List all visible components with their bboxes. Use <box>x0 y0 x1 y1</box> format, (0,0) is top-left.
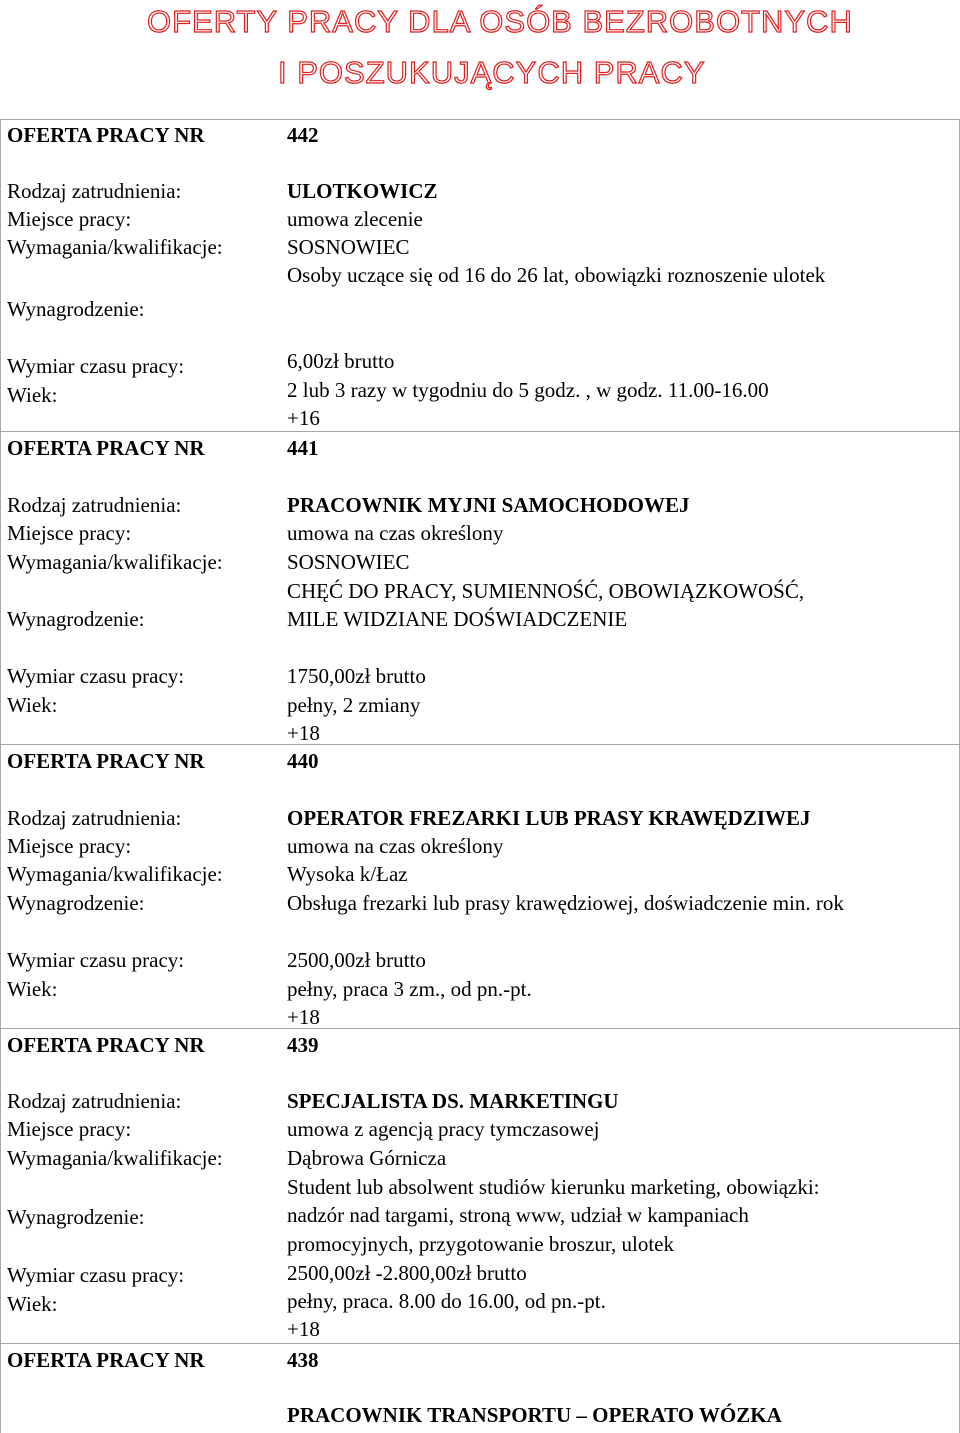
employment-type-value: umowa zlecenie <box>287 207 423 231</box>
employment-type-label: Rodzaj zatrudnienia: <box>7 493 182 517</box>
working-time-label: Wymiar czasu pracy: <box>7 948 185 972</box>
workplace-label: Miejsce pracy: <box>7 207 132 231</box>
workplace-label: Miejsce pracy: <box>7 521 132 545</box>
age-value: +16 <box>287 406 320 430</box>
working-time-label: Wymiar czasu pracy: <box>7 664 185 688</box>
working-time-value: pełny, praca. 8.00 do 16.00, od pn.-pt. <box>287 1289 606 1313</box>
requirements-value: Student lub absolwent studiów kierunku marketing, obowiązki: <box>287 1175 820 1199</box>
table-border-top <box>0 119 960 120</box>
salary-label: Wynagrodzenie: <box>7 1205 145 1229</box>
requirements-value: nadzór nad targami, stroną www, udział w kampaniach <box>287 1203 749 1227</box>
offer-label: OFERTA PRACY NR <box>7 436 205 460</box>
employment-type-label: Rodzaj zatrudnienia: <box>7 179 182 203</box>
working-time-value: pełny, 2 zmiany <box>287 693 421 717</box>
requirements-value: Obsługa frezarki lub prasy krawędziowej, doświadczenie min. rok <box>287 891 844 915</box>
offer-divider <box>0 1343 960 1344</box>
offer-label: OFERTA PRACY NR <box>7 1348 205 1372</box>
age-label: Wiek: <box>7 977 58 1001</box>
employment-type-value: umowa na czas określony <box>287 521 504 545</box>
employment-type-label: Rodzaj zatrudnienia: <box>7 1089 182 1113</box>
workplace-value: SOSNOWIEC <box>287 550 410 574</box>
offer-label: OFERTA PRACY NR <box>7 1033 205 1057</box>
age-value: +18 <box>287 1005 320 1029</box>
requirements-label: Wymagania/kwalifikacje: <box>7 1146 223 1170</box>
salary-label: Wynagrodzenie: <box>7 891 145 915</box>
age-value: +18 <box>287 1317 320 1341</box>
job-position: SPECJALISTA DS. MARKETINGU <box>287 1089 619 1113</box>
age-value: +18 <box>287 721 320 745</box>
employment-type-label: Rodzaj zatrudnienia: <box>7 806 182 830</box>
offer-divider <box>0 1028 960 1029</box>
workplace-value: SOSNOWIEC <box>287 235 410 259</box>
workplace-value: Dąbrowa Górnicza <box>287 1146 447 1170</box>
salary-value: 2500,00zł brutto <box>287 948 426 972</box>
salary-value: 1750,00zł brutto <box>287 664 426 688</box>
table-border-left <box>0 119 1 1433</box>
job-position: PRACOWNIK TRANSPORTU – OPERATO WÓZKA <box>287 1403 782 1427</box>
requirements-value: MILE WIDZIANE DOŚWIADCZENIE <box>287 607 628 631</box>
offer-divider <box>0 431 960 432</box>
salary-label: Wynagrodzenie: <box>7 297 145 321</box>
working-time-value: 2 lub 3 razy w tygodniu do 5 godz. , w godz. 11.00-16.00 <box>287 378 769 402</box>
working-time-value: pełny, praca 3 zm., od pn.-pt. <box>287 977 532 1001</box>
age-label: Wiek: <box>7 1292 58 1316</box>
offer-number: 438 <box>287 1348 319 1372</box>
employment-type-value: umowa na czas określony <box>287 834 504 858</box>
salary-label: Wynagrodzenie: <box>7 607 145 631</box>
age-label: Wiek: <box>7 383 58 407</box>
job-position: OPERATOR FREZARKI LUB PRASY KRAWĘDZIWEJ <box>287 806 811 830</box>
page-title-line-1: OFERTY PRACY DLA OSÓB BEZROBOTNYCH <box>147 4 853 39</box>
offer-number: 442 <box>287 123 319 147</box>
requirements-label: Wymagania/kwalifikacje: <box>7 550 223 574</box>
age-label: Wiek: <box>7 693 58 717</box>
requirements-value: promocyjnych, przygotowanie broszur, ulotek <box>287 1232 674 1256</box>
requirements-value: CHĘĆ DO PRACY, SUMIENNOŚĆ, OBOWIĄZKOWOŚĆ, <box>287 579 805 603</box>
offer-number: 440 <box>287 749 319 773</box>
workplace-label: Miejsce pracy: <box>7 1117 132 1141</box>
job-position: PRACOWNIK MYJNI SAMOCHODOWEJ <box>287 493 690 517</box>
requirements-label: Wymagania/kwalifikacje: <box>7 862 223 886</box>
workplace-value: Wysoka k/Łaz <box>287 862 408 886</box>
working-time-label: Wymiar czasu pracy: <box>7 354 185 378</box>
job-position: ULOTKOWICZ <box>287 179 438 203</box>
offer-number: 441 <box>287 436 319 460</box>
requirements-label: Wymagania/kwalifikacje: <box>7 235 223 259</box>
requirements-value: Osoby uczące się od 16 do 26 lat, obowiązki roznoszenie ulotek <box>287 263 826 287</box>
offer-number: 439 <box>287 1033 319 1057</box>
offer-divider <box>0 744 960 745</box>
offer-label: OFERTA PRACY NR <box>7 749 205 773</box>
salary-value: 6,00zł brutto <box>287 349 395 373</box>
page-title-line-2: I POSZUKUJĄCYCH PRACY <box>278 55 706 90</box>
salary-value: 2500,00zł -2.800,00zł brutto <box>287 1261 527 1285</box>
workplace-label: Miejsce pracy: <box>7 834 132 858</box>
employment-type-value: umowa z agencją pracy tymczasowej <box>287 1117 600 1141</box>
offer-label: OFERTA PRACY NR <box>7 123 205 147</box>
working-time-label: Wymiar czasu pracy: <box>7 1263 185 1287</box>
